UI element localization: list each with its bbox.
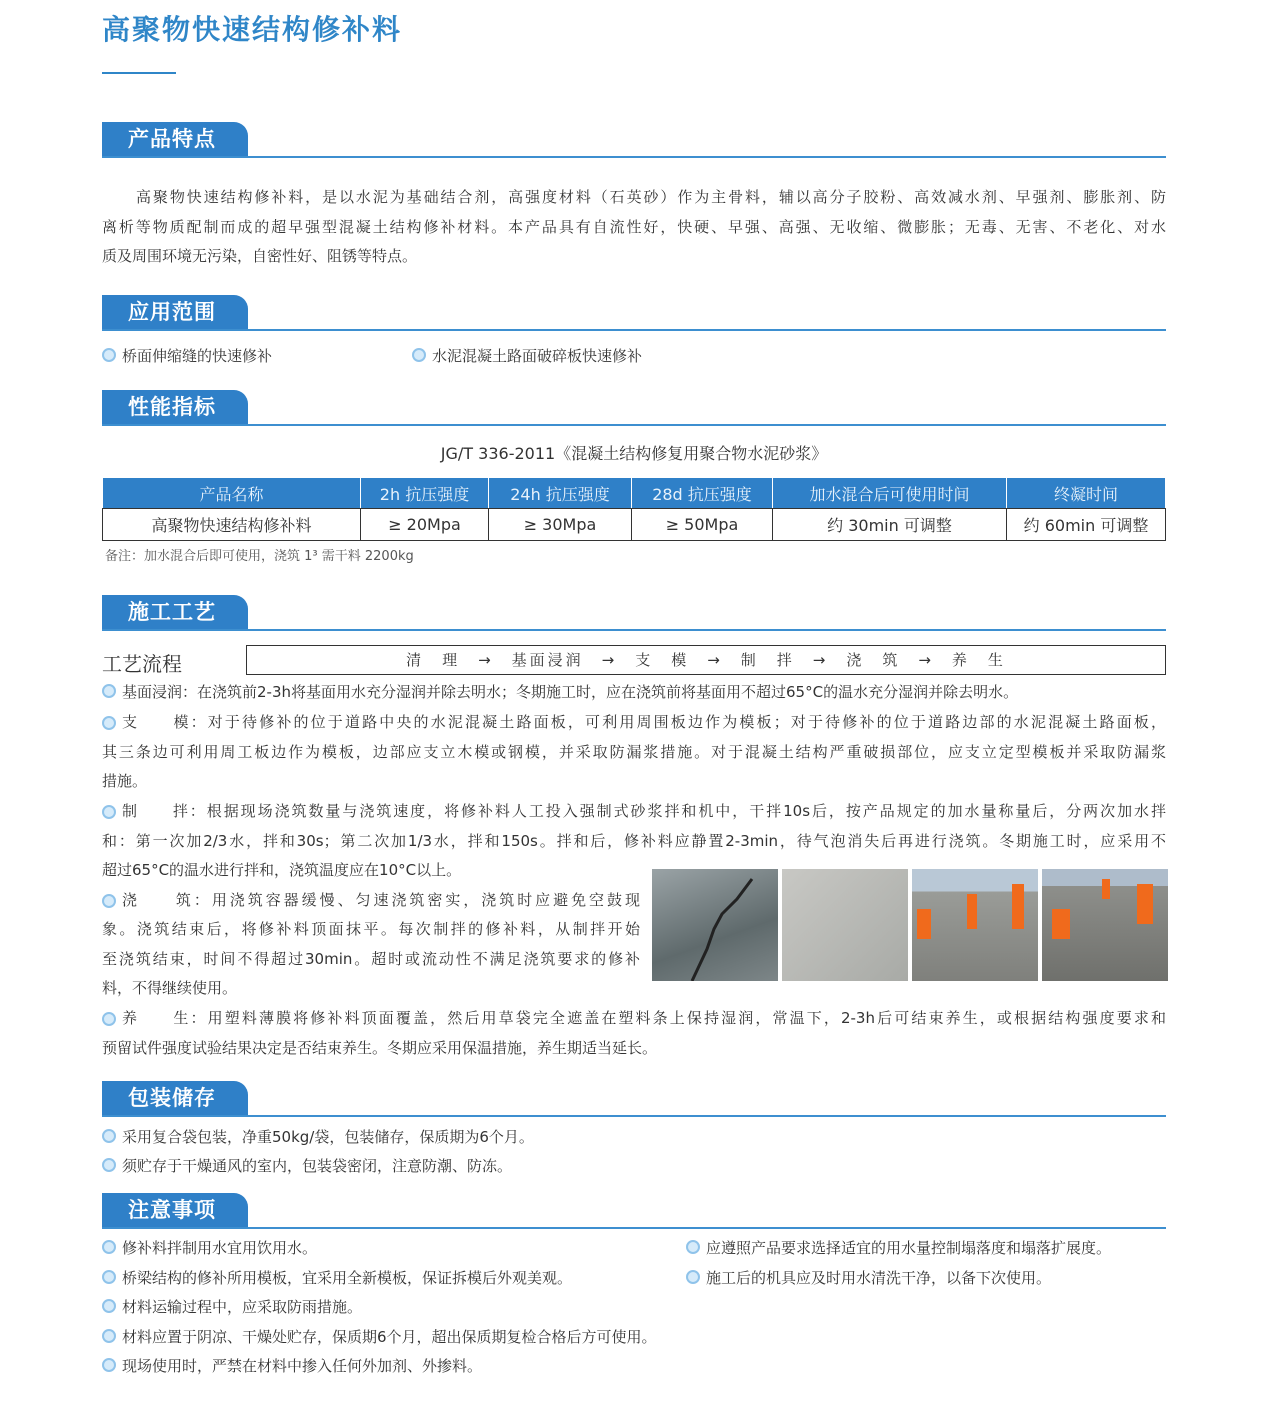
- item-text: 现场使用时，严禁在材料中掺入任何外加剂、外掺料。: [122, 1357, 483, 1375]
- table-row: [103, 509, 1166, 541]
- section-notes: [102, 1193, 1166, 1230]
- section-heading: 注意事项: [102, 1193, 248, 1228]
- flow-label: 工艺流程: [102, 652, 182, 676]
- bullet-icon: [412, 348, 426, 362]
- bullet-icon: [102, 716, 116, 730]
- process-line: 预留试件强度试验结果决定是否结束养生。冬期应采用保温措施，养生期适当延长。: [102, 1039, 658, 1057]
- process-line: 象。浇筑结束后，将修补料顶面抹平。每次制拌的修补料，从制拌开始: [102, 920, 640, 938]
- column-header: 2h 抗压强度: [361, 478, 489, 509]
- storage-item: [102, 1156, 1166, 1176]
- bullet-icon: [102, 1299, 116, 1313]
- item-text: 应遵照产品要求选择适宜的用水量控制塌落度和塌落扩展度。: [706, 1239, 1112, 1257]
- table-cell: 约 60min 可调整: [1007, 509, 1166, 541]
- table-cell: ≥ 30Mpa: [489, 509, 632, 541]
- section-features: [102, 122, 1166, 159]
- scope-item: [412, 346, 642, 366]
- table-cell: ≥ 20Mpa: [361, 509, 489, 541]
- process-line: [102, 712, 1166, 732]
- bullet-icon: [686, 1270, 700, 1284]
- worker-figure: [1012, 884, 1024, 929]
- bullet-icon: [102, 805, 116, 819]
- section-storage: [102, 1081, 1166, 1118]
- crack-icon: [652, 869, 778, 981]
- item-text: 材料应置于阴凉、干燥处贮存，保质期6个月，超出保质期复检合格后方可使用。: [122, 1328, 657, 1346]
- section-heading: 包装储存: [102, 1081, 248, 1116]
- divider: [102, 424, 1166, 426]
- bullet-icon: [102, 1240, 116, 1254]
- features-line: 高聚物快速结构修补料，是以水泥为基础结合剂，高强度材料（石英砂）作为主骨料，辅以高分子胶粉、高效减水剂、早强剂、膨胀剂、防: [136, 188, 1166, 206]
- bullet-icon: [102, 348, 116, 362]
- bullet-icon: [102, 684, 116, 698]
- item-text: 桥面伸缩缝的快速修补: [122, 347, 273, 365]
- section-heading: 施工工艺: [102, 595, 248, 630]
- process-line: [102, 682, 1166, 702]
- item-text: 水泥混凝土路面破碎板快速修补: [432, 347, 643, 365]
- column-header: 24h 抗压强度: [489, 478, 632, 509]
- photo-cracked-pavement: [652, 869, 778, 981]
- item-text: 施工后的机具应及时用水清洗干净，以备下次使用。: [706, 1269, 1052, 1287]
- process-line: 其三条边可利用周工板边作为模板，边部应支立木模或钢模，并采取防漏浆措施。对于混凝土结构严重破损部位，应支立定型模板并采取防漏浆: [102, 743, 1166, 761]
- note-item: [102, 1238, 317, 1258]
- column-header: 终凝时间: [1007, 478, 1166, 509]
- photo-workers-pouring: [1042, 869, 1168, 981]
- features-line: 离析等物质配制而成的超早强型混凝土结构修补材料。本产品具有自流性好，快硬、早强、高强、无收缩、微膨胀；无毒、无害、不老化、对水: [102, 218, 1166, 236]
- worker-figure: [1102, 879, 1110, 899]
- line-text: 支 模：对于待修补的位于道路中央的水泥混凝土路面板，可利用周围板边作为模板；对于待修补的位于道路边部的水泥混凝土路面板，: [122, 713, 1166, 731]
- section-performance: [102, 390, 1166, 427]
- section-scope: [102, 295, 1166, 332]
- process-line: [102, 1008, 1166, 1028]
- process-line: 和：第一次加2/3水，拌和30s；第二次加1/3水，拌和150s。拌和后，修补料应静置2-3min，待气泡消失后再进行浇筑。冬期施工时，应采用不: [102, 832, 1166, 850]
- bullet-icon: [102, 1129, 116, 1143]
- bullet-icon: [102, 1358, 116, 1372]
- section-heading: 产品特点: [102, 122, 248, 157]
- column-header: 产品名称: [103, 478, 361, 509]
- process-line: 措施。: [102, 772, 148, 790]
- process-line: 料，不得继续使用。: [102, 979, 238, 997]
- scope-item: [102, 346, 272, 366]
- divider: [102, 329, 1166, 331]
- process-line: 超过65°C的温水进行拌和，浇筑温度应在10°C以上。: [102, 861, 462, 879]
- item-text: 修补料拌制用水宜用饮用水。: [122, 1239, 318, 1257]
- line-text: 制 拌：根据现场浇筑数量与浇筑速度，将修补料人工投入强制式砂浆拌和机中，干拌10s后，按产品规定的加水量称量后，分两次加水拌: [122, 802, 1166, 820]
- bullet-icon: [686, 1240, 700, 1254]
- process-line: [102, 801, 1166, 821]
- table-cell: ≥ 50Mpa: [632, 509, 773, 541]
- item-text: 材料运输过程中，应采取防雨措施。: [122, 1298, 363, 1316]
- note-item: [686, 1238, 1111, 1258]
- title-underline: [102, 72, 176, 74]
- note-item: [102, 1297, 362, 1317]
- photo-concrete-surface: [782, 869, 908, 981]
- worker-figure: [917, 909, 931, 939]
- table-header-row: [103, 478, 1166, 509]
- line-text: 养 生：用塑料薄膜将修补料顶面覆盖，然后用草袋完全遮盖在塑料条上保持湿润，常温下，2-3h后可结束养生，或根据结构强度要求和: [122, 1009, 1166, 1027]
- section-heading: 性能指标: [102, 390, 248, 425]
- divider: [102, 156, 1166, 158]
- divider: [102, 1227, 1166, 1229]
- item-text: 须贮存于干燥通风的室内，包装袋密闭，注意防潮、防冻。: [122, 1157, 513, 1175]
- worker-figure: [967, 894, 977, 929]
- item-text: 采用复合袋包装，净重50kg/袋，包装储存，保质期为6个月。: [122, 1128, 534, 1146]
- table-cell: 约 30min 可调整: [773, 509, 1007, 541]
- line-text: 基面浸润：在浇筑前2-3h将基面用水充分湿润并除去明水；冬期施工时，应在浇筑前将基面用不超过65°C的温水充分湿润并除去明水。: [122, 683, 1019, 701]
- section-process: [102, 595, 1166, 632]
- section-heading: 应用范围: [102, 295, 248, 330]
- item-text: 桥梁结构的修补所用模板，宜采用全新模板，保证拆模后外观美观。: [122, 1269, 573, 1287]
- performance-table: [102, 477, 1166, 541]
- table-note: 备注：加水混合后即可使用，浇筑 1³ 需干料 2200kg: [105, 549, 414, 564]
- bullet-icon: [102, 1329, 116, 1343]
- bullet-icon: [102, 1158, 116, 1172]
- table-cell: 高聚物快速结构修补料: [103, 509, 361, 541]
- page-title: 高聚物快速结构修补料: [102, 13, 403, 46]
- note-item: [686, 1268, 1051, 1288]
- photo-workers-repair: [912, 869, 1038, 981]
- worker-figure: [1137, 884, 1153, 924]
- process-line: [102, 890, 640, 910]
- column-header: 28d 抗压强度: [632, 478, 773, 509]
- bullet-icon: [102, 1270, 116, 1284]
- note-item: [102, 1327, 657, 1347]
- bullet-icon: [102, 1012, 116, 1026]
- divider: [102, 1115, 1166, 1117]
- bullet-icon: [102, 894, 116, 908]
- worker-figure: [1052, 909, 1070, 939]
- line-text: 浇 筑：用浇筑容器缓慢、匀速浇筑密实，浇筑时应避免空鼓现: [122, 891, 640, 909]
- process-flow: 清 理 → 基面浸润 → 支 模 → 制 拌 → 浇 筑 → 养 生: [246, 645, 1166, 675]
- features-line: 质及周围环境无污染，自密性好、阻锈等特点。: [102, 247, 418, 265]
- divider: [102, 629, 1166, 631]
- storage-item: [102, 1127, 1166, 1147]
- process-line: 至浇筑结束，时间不得超过30min。超时或流动性不满足浇筑要求的修补: [102, 950, 640, 968]
- note-item: [102, 1356, 482, 1376]
- column-header: 加水混合后可使用时间: [773, 478, 1007, 509]
- standard-reference: JG/T 336-2011《混凝土结构修复用聚合物水泥砂浆》: [440, 444, 828, 463]
- note-item: [102, 1268, 572, 1288]
